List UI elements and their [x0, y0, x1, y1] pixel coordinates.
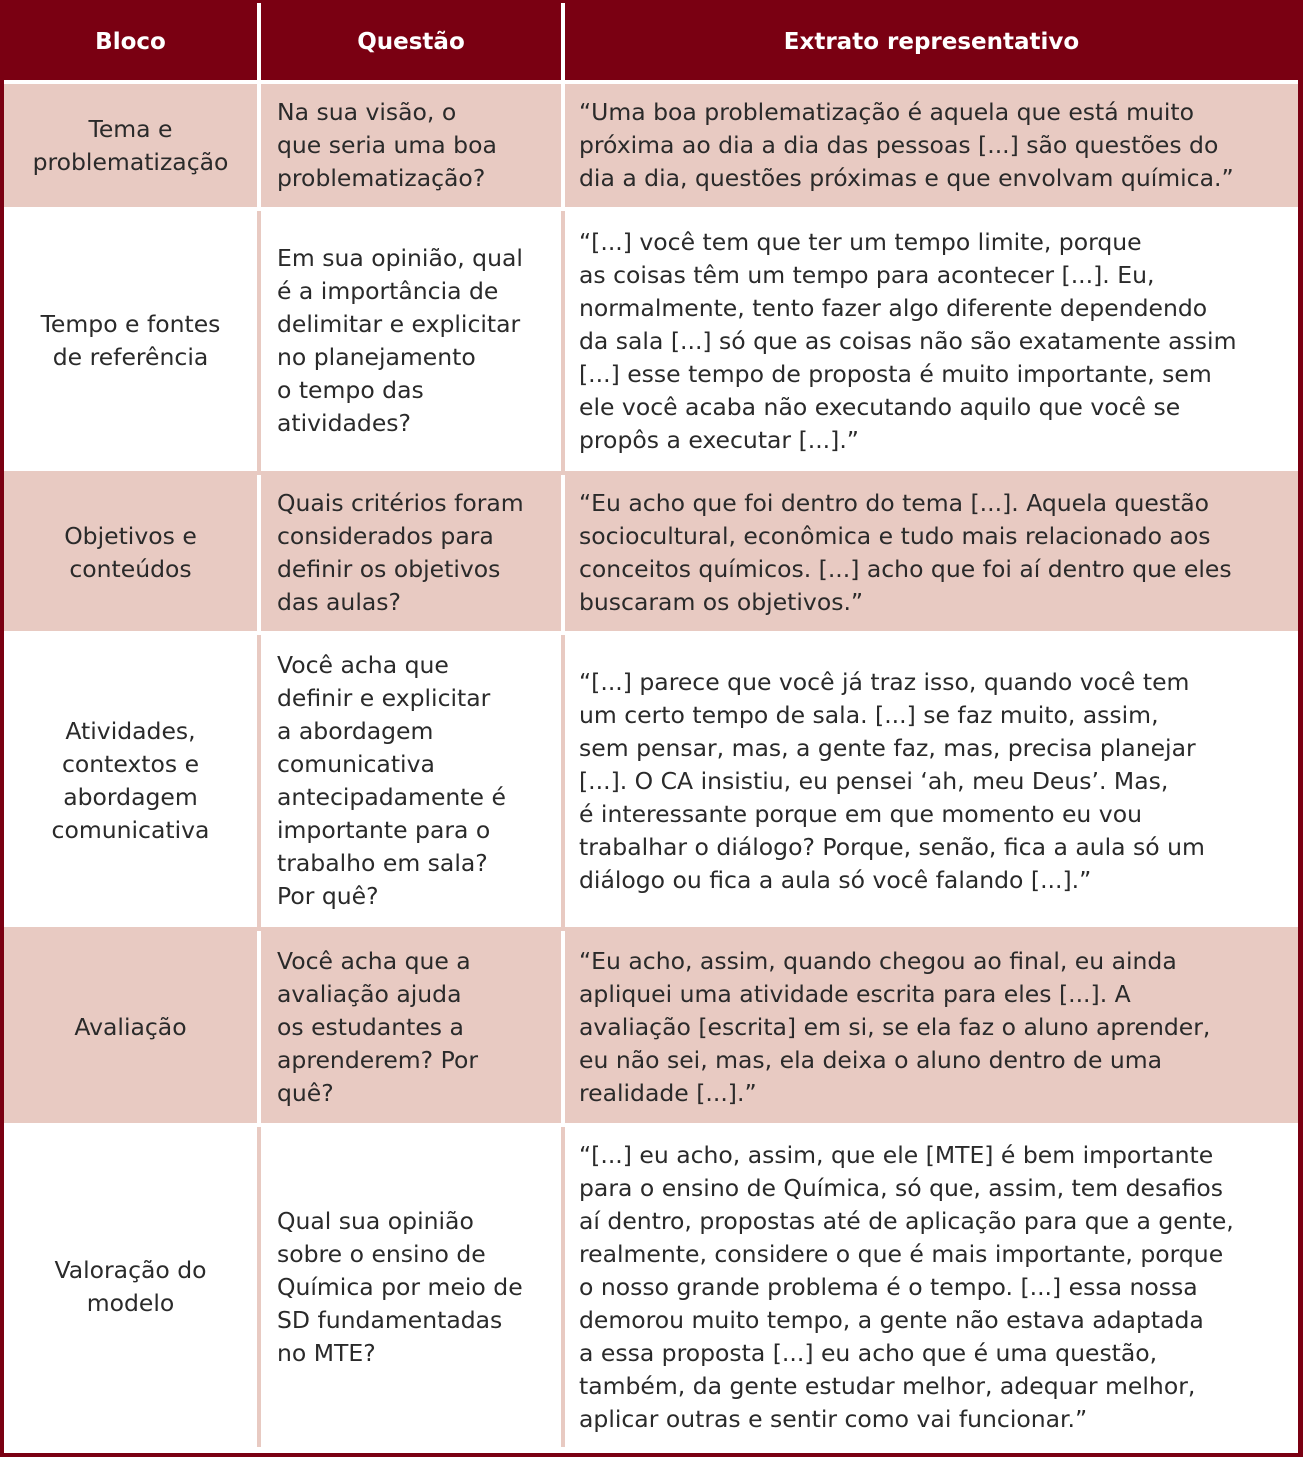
bloco-cell [4, 84, 261, 211]
extrato-text: “Eu acho, assim, quando chegou ao final, eu ainda apliquei uma atividade escrita para eles [...]. A avaliação [escrita] em si, se ela faz o aluno aprender, eu não sei, mas, ela deixa o aluno dentro de uma realidade [...].” [579, 946, 1211, 1107]
questao-cell [261, 931, 565, 1127]
table-row [4, 1127, 1298, 1447]
extrato-cell [565, 635, 1298, 931]
table-row [4, 931, 1298, 1127]
extrato-text: “[...] você tem que ter um tempo limite, porque as coisas têm um tempo para acontecer [...]. Eu, normalmente, tento fazer algo diferente dependendo da sala [...] só que as coisas não são exatamente assim [...] esse tempo de proposta é muito importante, sem ele você acaba não executando aquilo que você se propôs a executar [...].” [579, 227, 1237, 454]
bloco-cell [4, 931, 261, 1127]
bloco-cell [4, 635, 261, 931]
extrato-text: “[...] parece que você já traz isso, quando você tem um certo tempo de sala. [...] se faz muito, assim, sem pensar, mas, a gente faz, mas, precisa planejar [...]. O CA insistiu, eu pensei ‘ah, meu Deus’. Mas, é interessante porque em que momento eu vou trabalhar o diálogo? Porque, senão, fica a aula só um diálogo ou fica a aula só você falando [...].” [579, 667, 1205, 894]
bloco-text: Valoração do modelo [54, 1256, 207, 1317]
bloco-text: Avaliação [74, 1012, 187, 1041]
questao-cell [261, 475, 565, 635]
extrato-cell [565, 931, 1298, 1127]
bloco-text: Atividades, contextos e abordagem comunicativa [51, 717, 210, 844]
column-header-extrato: Extrato representativo [565, 3, 1298, 84]
bloco-cell [4, 1127, 261, 1447]
extrato-text: “Uma boa problematização é aquela que está muito próxima ao dia a dia das pessoas [...] são questões do dia a dia, questões próximas e que envolvam química.” [579, 98, 1234, 192]
questao-text: Qual sua opinião sobre o ensino de Química por meio de SD fundamentadas no MTE? [277, 1206, 523, 1367]
bloco-text: Tema e problematização [32, 114, 229, 176]
questao-text: Em sua opinião, qual é a importância de delimitar e explicitar no planejamento o tempo das atividades? [277, 244, 523, 437]
bloco-cell [4, 475, 261, 635]
table-row [4, 635, 1298, 931]
extrato-text: “[...] eu acho, assim, que ele [MTE] é bem importante para o ensino de Química, só que, assim, tem desafios aí dentro, propostas até de aplicação para que a gente, realmente, considere o que é mais importante, porque o nosso grande problema é o tempo. [...] essa nossa demorou muito tempo, a gente não estava adaptada a essa proposta [...] eu acho que é uma questão, também, da gente estudar melhor, adequar melhor, aplicar outras e sentir como vai funcionar.” [579, 1140, 1234, 1433]
bloco-text: Tempo e fontes de referência [40, 310, 221, 371]
table-row [4, 475, 1298, 635]
table-row [4, 84, 1298, 211]
extrato-cell [565, 1127, 1298, 1447]
questao-cell [261, 211, 565, 475]
bloco-text: Objetivos e conteúdos [64, 522, 197, 583]
questao-cell [261, 1127, 565, 1447]
table-header-row [4, 3, 1298, 84]
column-header-bloco: Bloco [4, 3, 261, 84]
column-header-questao: Questão [261, 3, 565, 84]
questao-cell [261, 84, 565, 211]
extrato-text: “Eu acho que foi dentro do tema [...]. Aquela questão sociocultural, econômica e tudo mais relacionado aos conceitos químicos. [...] acho que foi aí dentro que eles buscaram os objetivos.” [579, 489, 1232, 616]
extrato-cell [565, 211, 1298, 475]
extrato-cell [565, 84, 1298, 211]
questao-text: Você acha que definir e explicitar a abordagem comunicativa antecipadamente é importante para o trabalho em sala? Por quê? [277, 651, 506, 910]
bloco-cell [4, 211, 261, 475]
interview-table [4, 3, 1298, 1447]
table-row [4, 211, 1298, 475]
questao-text: Na sua visão, o que seria uma boa problematização? [277, 98, 497, 192]
extrato-cell [565, 475, 1298, 635]
questao-text: Quais critérios foram considerados para definir os objetivos das aulas? [277, 489, 524, 616]
questao-cell [261, 635, 565, 931]
questao-text: Você acha que a avaliação ajuda os estudantes a aprenderem? Por quê? [277, 946, 479, 1107]
